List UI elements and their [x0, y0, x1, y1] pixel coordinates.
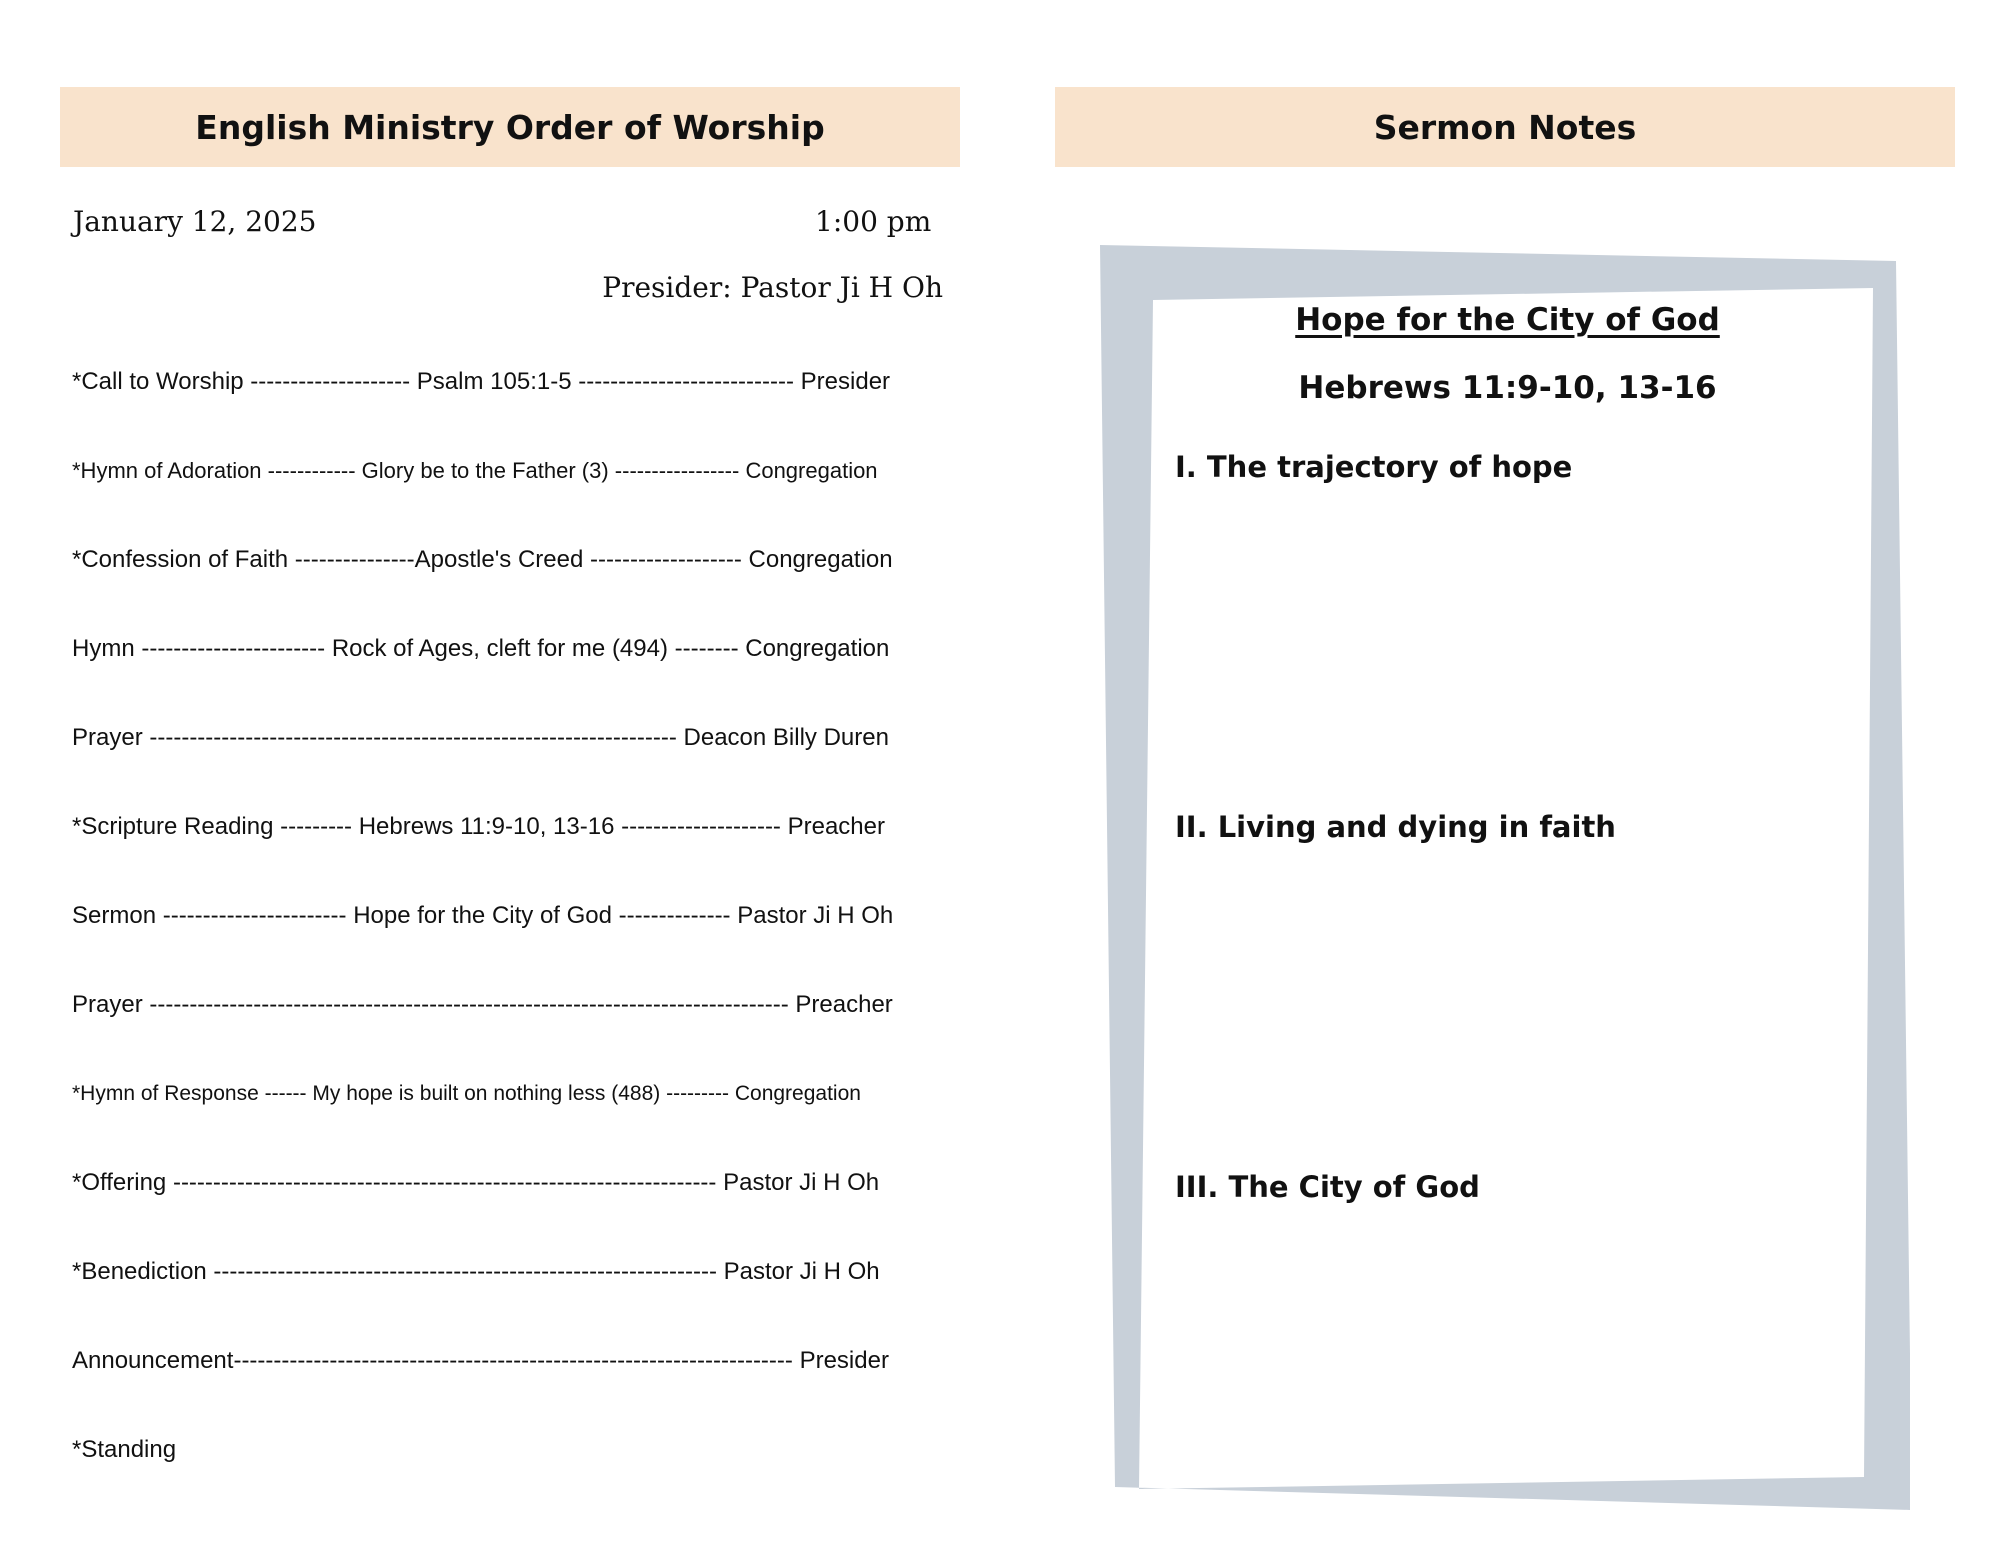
worship-item-confession-of-faith: *Confession of Faith ---------------Apostle's Creed ------------------- Congregation: [72, 546, 893, 573]
worship-item-benediction: *Benediction --------------------------------------------------------------- Pastor Ji H Oh: [72, 1258, 880, 1285]
sermon-point-3: III. The City of God: [1175, 1170, 1480, 1204]
worship-item-scripture-reading: *Scripture Reading --------- Hebrews 11:9-10, 13-16 -------------------- Preacher: [72, 813, 885, 840]
sermon-point-2: II. Living and dying in faith: [1175, 810, 1616, 844]
worship-item-hymn-of-adoration: *Hymn of Adoration ------------ Glory be to the Father (3) ----------------- Congregation: [72, 458, 878, 483]
worship-item-hymn: Hymn ----------------------- Rock of Ages, cleft for me (494) -------- Congregation: [72, 635, 890, 662]
worship-item-announcement: Announcement---------------------------------------------------------------------- Presider: [72, 1347, 889, 1374]
order-of-worship-header: English Ministry Order of Worship: [60, 87, 960, 167]
sermon-notes-content: [1150, 290, 1865, 1470]
sermon-notes-header: Sermon Notes: [1055, 87, 1955, 167]
sermon-scripture: Hebrews 11:9-10, 13-16: [1298, 370, 1717, 406]
worship-item-call-to-worship: *Call to Worship -------------------- Psalm 105:1-5 --------------------------- Presider: [72, 368, 891, 395]
worship-item-hymn-of-response: *Hymn of Response ------ My hope is built on nothing less (488) --------- Congregation: [72, 1082, 861, 1105]
worship-item-prayer-preacher: Prayer -------------------------------------------------------------------------------- Preacher: [72, 991, 893, 1018]
order-of-worship-list: [72, 365, 952, 1522]
service-date: January 12, 2025: [73, 205, 317, 238]
worship-item-offering: *Offering -------------------------------------------------------------------- Pastor Ji H Oh: [72, 1169, 880, 1196]
worship-item-standing-note: *Standing: [72, 1436, 177, 1463]
sermon-point-1: I. The trajectory of hope: [1175, 450, 1573, 484]
sermon-title: Hope for the City of God: [1295, 302, 1720, 338]
service-time: 1:00 pm: [815, 205, 932, 238]
worship-item-sermon: Sermon ----------------------- Hope for the City of God -------------- Pastor Ji H Oh: [72, 902, 894, 929]
presider-line: Presider: Pastor Ji H Oh: [602, 271, 943, 304]
worship-item-prayer: Prayer ------------------------------------------------------------------ Deacon Billy Duren: [72, 724, 889, 751]
